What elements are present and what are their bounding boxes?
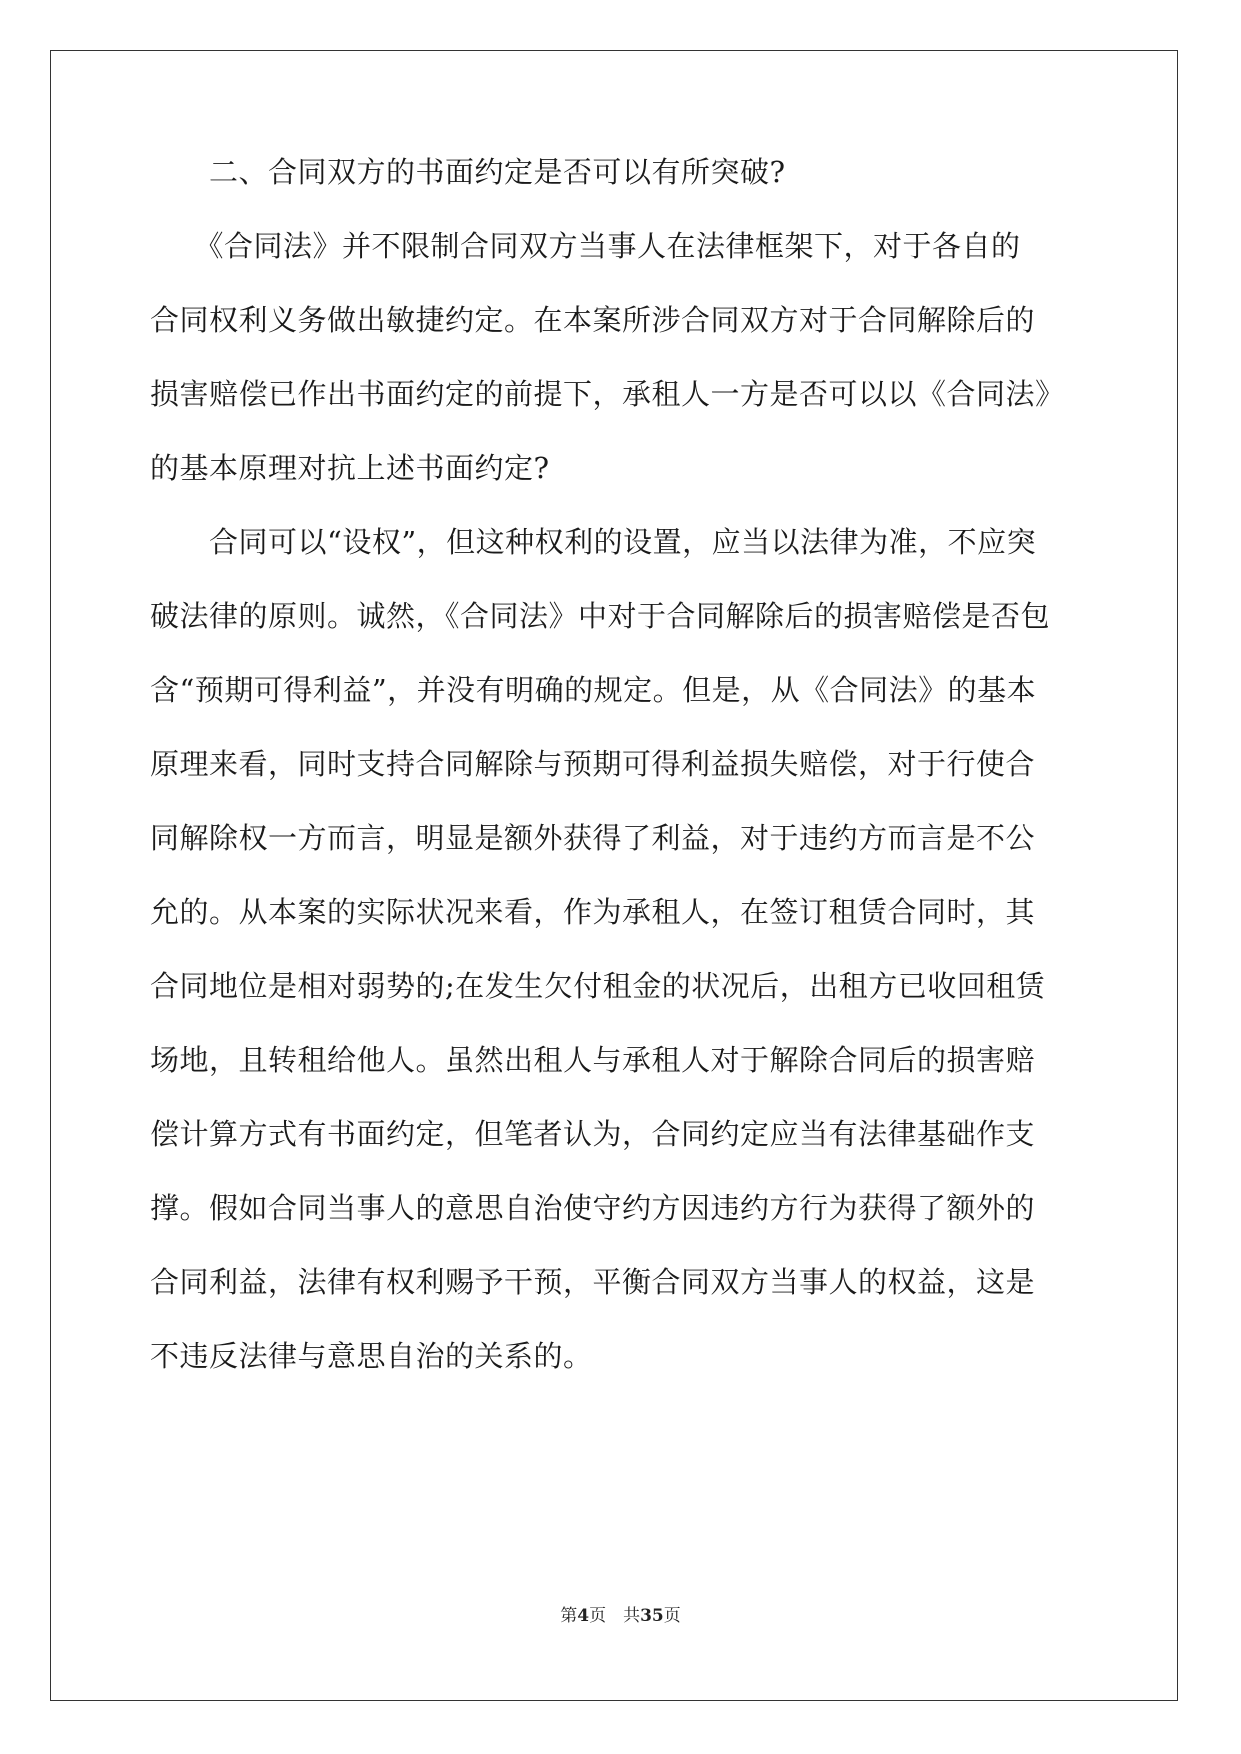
page-border (50, 50, 1178, 1701)
current-page-number: 4 (577, 1606, 590, 1626)
text-line: 撑。假如合同当事人的意思自治使守约方因违约方行为获得了额外的 (150, 1191, 1036, 1225)
page-footer (0, 1604, 1241, 1628)
footer-suffix: 页 (663, 1606, 681, 1626)
text-line: 场地，且转租给他人。虽然出租人与承租人对于解除合同后的损害赔 (150, 1043, 1036, 1077)
text-line: 同解除权一方而言，明显是额外获得了利益，对于违约方而言是不公 (150, 821, 1036, 855)
text-line: 合同权利义务做出敏捷约定。在本案所涉合同双方对于合同解除后的 (150, 303, 1036, 337)
text-line: 不违反法律与意思自治的关系的。 (150, 1339, 593, 1373)
text-line: 《合同法》并不限制合同双方当事人在法律框架下，对于各自的 (150, 229, 1021, 263)
text-line: 含“预期可得利益”，并没有明确的规定。但是，从《合同法》的基本 (150, 673, 1037, 707)
text-line: 允的。从本案的实际状况来看，作为承租人，在签订租赁合同时，其 (150, 895, 1036, 929)
footer-middle: 页 共 (589, 1606, 641, 1626)
text-line: 合同利益，法律有权利赐予干预，平衡合同双方当事人的权益，这是 (150, 1265, 1036, 1299)
text-line: 原理来看，同时支持合同解除与预期可得利益损失赔偿，对于行使合 (150, 747, 1036, 781)
text-line: 合同地位是相对弱势的;在发生欠付租金的状况后，出租方已收回租赁 (150, 969, 1046, 1003)
footer-prefix: 第 (560, 1606, 578, 1626)
text-line: 二、合同双方的书面约定是否可以有所突破? (150, 155, 786, 189)
text-line: 偿计算方式有书面约定，但笔者认为，合同约定应当有法律基础作支 (150, 1117, 1036, 1151)
text-line: 的基本原理对抗上述书面约定? (150, 451, 550, 485)
text-line: 破法律的原则。诚然，《合同法》中对于合同解除后的损害赔偿是否包 (150, 599, 1051, 633)
text-line: 合同可以“设权”，但这种权利的设置，应当以法律为准，不应突 (150, 525, 1037, 559)
text-line: 损害赔偿已作出书面约定的前提下，承租人一方是否可以以《合同法》 (150, 377, 1065, 411)
total-page-count: 35 (640, 1606, 664, 1626)
